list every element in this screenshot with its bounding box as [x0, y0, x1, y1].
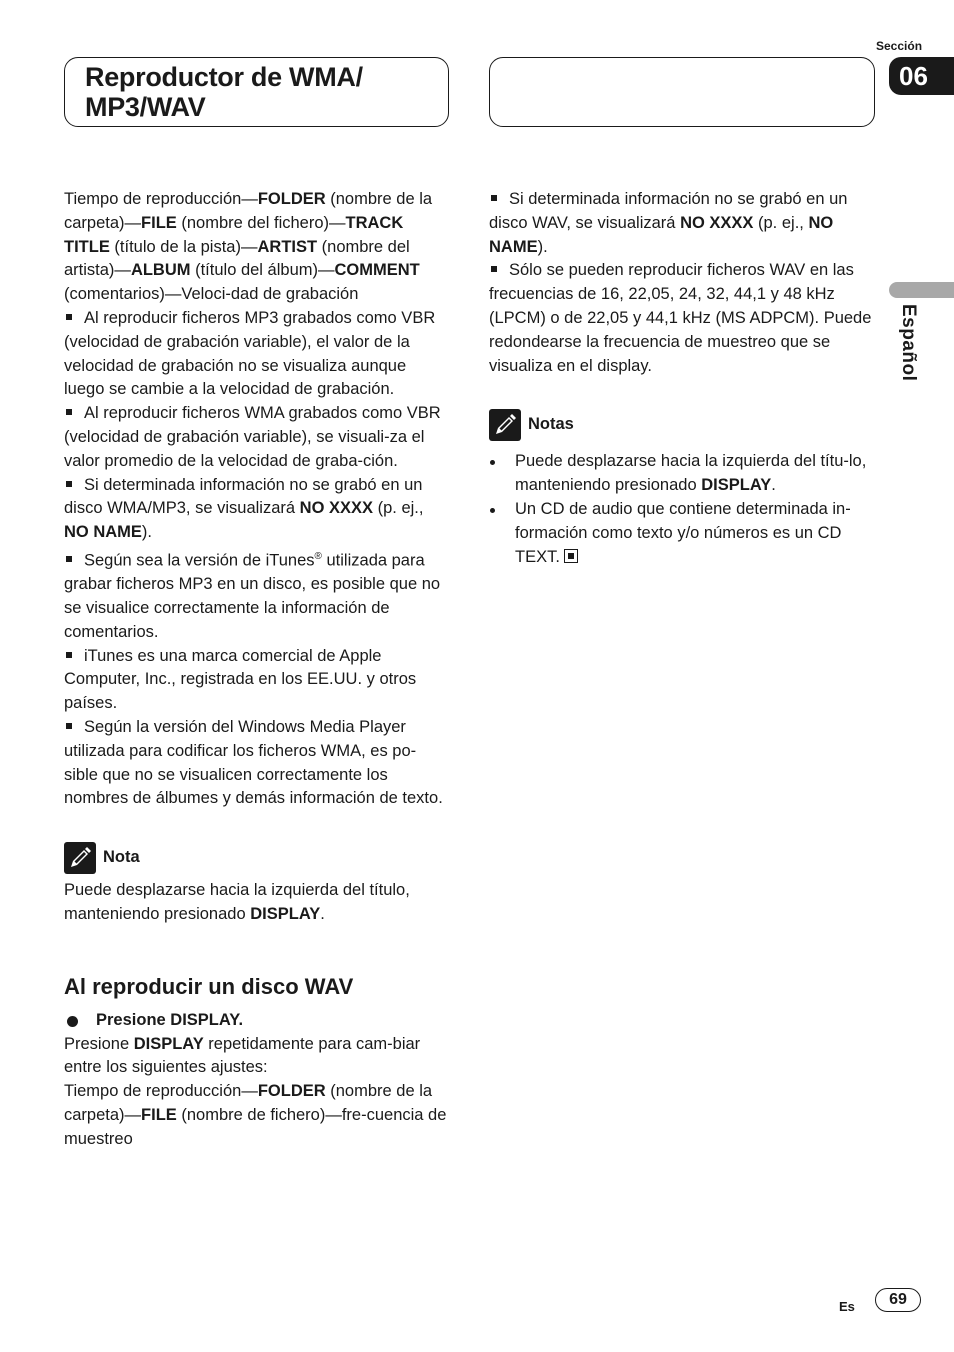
bullet-dot-icon: [67, 1016, 78, 1027]
note-text: [64, 879, 450, 927]
wav-list-text-1: Tiempo de reproducción—: [64, 1082, 258, 1101]
paragraph-itunes-trademark: [64, 645, 450, 716]
right-column: [489, 188, 875, 569]
notes-title: Notas: [528, 415, 574, 434]
paragraph-wav-no-info: [489, 188, 875, 259]
intro-bold-4: ARTIST: [257, 237, 318, 256]
paragraph-bold: NO NAME: [64, 523, 142, 542]
wav-list-text-3: (nombre de fichero)—fre-cuencia de muestreo: [64, 1106, 447, 1148]
step-item: [64, 1009, 450, 1033]
paragraph-wmp: [64, 716, 450, 811]
header-empty-box: [489, 57, 875, 127]
intro-bold-1: FOLDER: [257, 190, 326, 208]
step-desc-text-1: Presione: [64, 1034, 134, 1053]
paragraph-text: Al reproducir ficheros MP3 grabados como VBR (velocidad de grabación variable), el valor de la velocidad de grabación no se visualiza aunque luego se cambie a la velocidad de grabación.: [64, 308, 436, 399]
intro-bold-6: COMMENT: [334, 261, 420, 280]
square-bullet-icon: [66, 314, 72, 320]
paragraph-text: iTunes es una marca comercial de Apple Computer, Inc., registrada en los EE.UU. y otros países.: [64, 646, 417, 713]
paragraph-wav-frequencies: [489, 259, 875, 378]
paragraph-bold: NO XXXX: [680, 213, 754, 232]
wav-list-text-2: (nombre de la carpeta)—: [64, 1082, 433, 1124]
square-bullet-icon: [491, 266, 497, 272]
note-item-text-2: .: [771, 476, 776, 495]
paragraph-text: Si determinada información no se grabó en un disco WMA/MP3, se visualizará: [64, 475, 423, 518]
registered-mark: ®: [314, 550, 322, 562]
step-desc-text-2: repetidamente para cam-biar entre los siguientes ajustes:: [64, 1034, 421, 1077]
bullet-dot-icon: [490, 508, 495, 513]
note-pencil-icon: [64, 842, 96, 874]
paragraph-text: Según sea la versión de iTunes: [84, 551, 315, 570]
square-bullet-icon: [66, 481, 72, 487]
paragraph-text: ).: [141, 523, 153, 542]
note-text-2: .: [320, 905, 325, 924]
section-label: Sección: [876, 39, 923, 53]
note-item-text: Un CD de audio que contiene determinada in-formación como texto y/o números es un CD TEXT.: [515, 499, 851, 566]
paragraph-itunes-version: [64, 545, 450, 645]
intro-text-1: Tiempo de reproducción—: [64, 190, 258, 208]
section-number-tab: 06: [889, 57, 954, 95]
intro-paragraph: [64, 188, 450, 307]
intro-text-6: (título del álbum)—: [190, 261, 335, 280]
step-text: Presione DISPLAY.: [96, 1010, 244, 1029]
intro-text-2: (nombre de la carpeta)—: [64, 190, 433, 232]
wav-heading: Al reproducir un disco WAV: [64, 973, 354, 999]
note-item-bold: DISPLAY: [701, 476, 772, 495]
paragraph-mp3-vbr: [64, 307, 450, 402]
square-bullet-icon: [66, 409, 72, 415]
intro-text-7: (comentarios)—Veloci-dad de grabación: [64, 285, 359, 304]
end-mark-icon: [564, 549, 578, 563]
paragraph-text: (p. ej.,: [373, 499, 424, 518]
page-number: 69: [875, 1288, 921, 1312]
square-bullet-icon: [66, 652, 72, 658]
notes-header: [489, 408, 875, 442]
intro-bold-3: TRACK TITLE: [64, 213, 404, 256]
wav-list-bold-1: FOLDER: [257, 1082, 326, 1101]
note-header: [64, 841, 450, 875]
note-title: Nota: [103, 848, 140, 867]
title-line-2: MP3/WAV: [85, 92, 206, 122]
step-desc-bold: DISPLAY: [133, 1034, 204, 1053]
paragraph-text: Al reproducir ficheros WMA grabados como VBR (velocidad de grabación variable), se visuali-za el valor promedio de la velocidad de graba-ción.: [64, 404, 441, 470]
wav-settings-list: [64, 1080, 450, 1151]
language-code: Es: [839, 1299, 855, 1314]
intro-text-4: (título de la pista)—: [109, 237, 258, 256]
paragraph-text: Sólo se pueden reproducir ficheros WAV en las frecuencias de 16, 22,05, 24, 32, 44,1 y 48 kHz (LPCM) o de 22,05 y 44,1 kHz (MS ADPCM). Puede redondearse la frecuencia de muestreo que se visualiza en el display.: [489, 261, 872, 375]
paragraph-text: (p. ej.,: [753, 213, 809, 232]
title-line-1: Reproductor de WMA/: [85, 62, 363, 92]
note-text-1: Puede desplazarse hacia la izquierda del título, manteniendo presionado: [64, 881, 410, 924]
intro-text-5: (nombre del artista)—: [64, 237, 410, 280]
note-item-text-1: Puede desplazarse hacia la izquierda del títu-lo, manteniendo presionado: [515, 452, 867, 495]
paragraph-bold: NO NAME: [489, 213, 834, 256]
square-bullet-icon: [66, 556, 72, 562]
intro-text-3: (nombre del fichero)—: [176, 213, 346, 232]
intro-bold-2: FILE: [141, 213, 177, 232]
page-title: [85, 62, 448, 122]
paragraph-text: ).: [537, 237, 548, 256]
square-bullet-icon: [66, 723, 72, 729]
note-bold: DISPLAY: [250, 905, 321, 924]
paragraph-bold: NO XXXX: [299, 499, 374, 518]
note-item: [489, 498, 875, 569]
title-box: [64, 57, 449, 127]
language-label: Español: [898, 304, 919, 382]
note-pencil-icon: [489, 409, 521, 441]
paragraph-text: Si determinada información no se grabó en un disco WAV, se visualizará: [489, 190, 848, 232]
paragraph-wma-vbr: [64, 402, 450, 473]
square-bullet-icon: [491, 195, 497, 201]
left-column: [64, 188, 450, 1152]
wav-list-bold-2: FILE: [141, 1106, 177, 1124]
step-description: [64, 1033, 450, 1081]
note-item: [489, 450, 875, 498]
language-tab: [889, 282, 954, 298]
paragraph-text: utilizada para grabar ficheros MP3 en un disco, es posible que no se visualice correctamente la información de comentarios.: [64, 551, 441, 641]
bullet-dot-icon: [490, 460, 495, 465]
paragraph-text: Según la versión del Windows Media Player utilizada para codificar los ficheros WMA, es po-sible que no se visualicen correctamente los nombres de álbumes y demás información de texto.: [64, 718, 443, 808]
paragraph-no-info: [64, 474, 450, 545]
intro-bold-5: ALBUM: [130, 261, 191, 280]
